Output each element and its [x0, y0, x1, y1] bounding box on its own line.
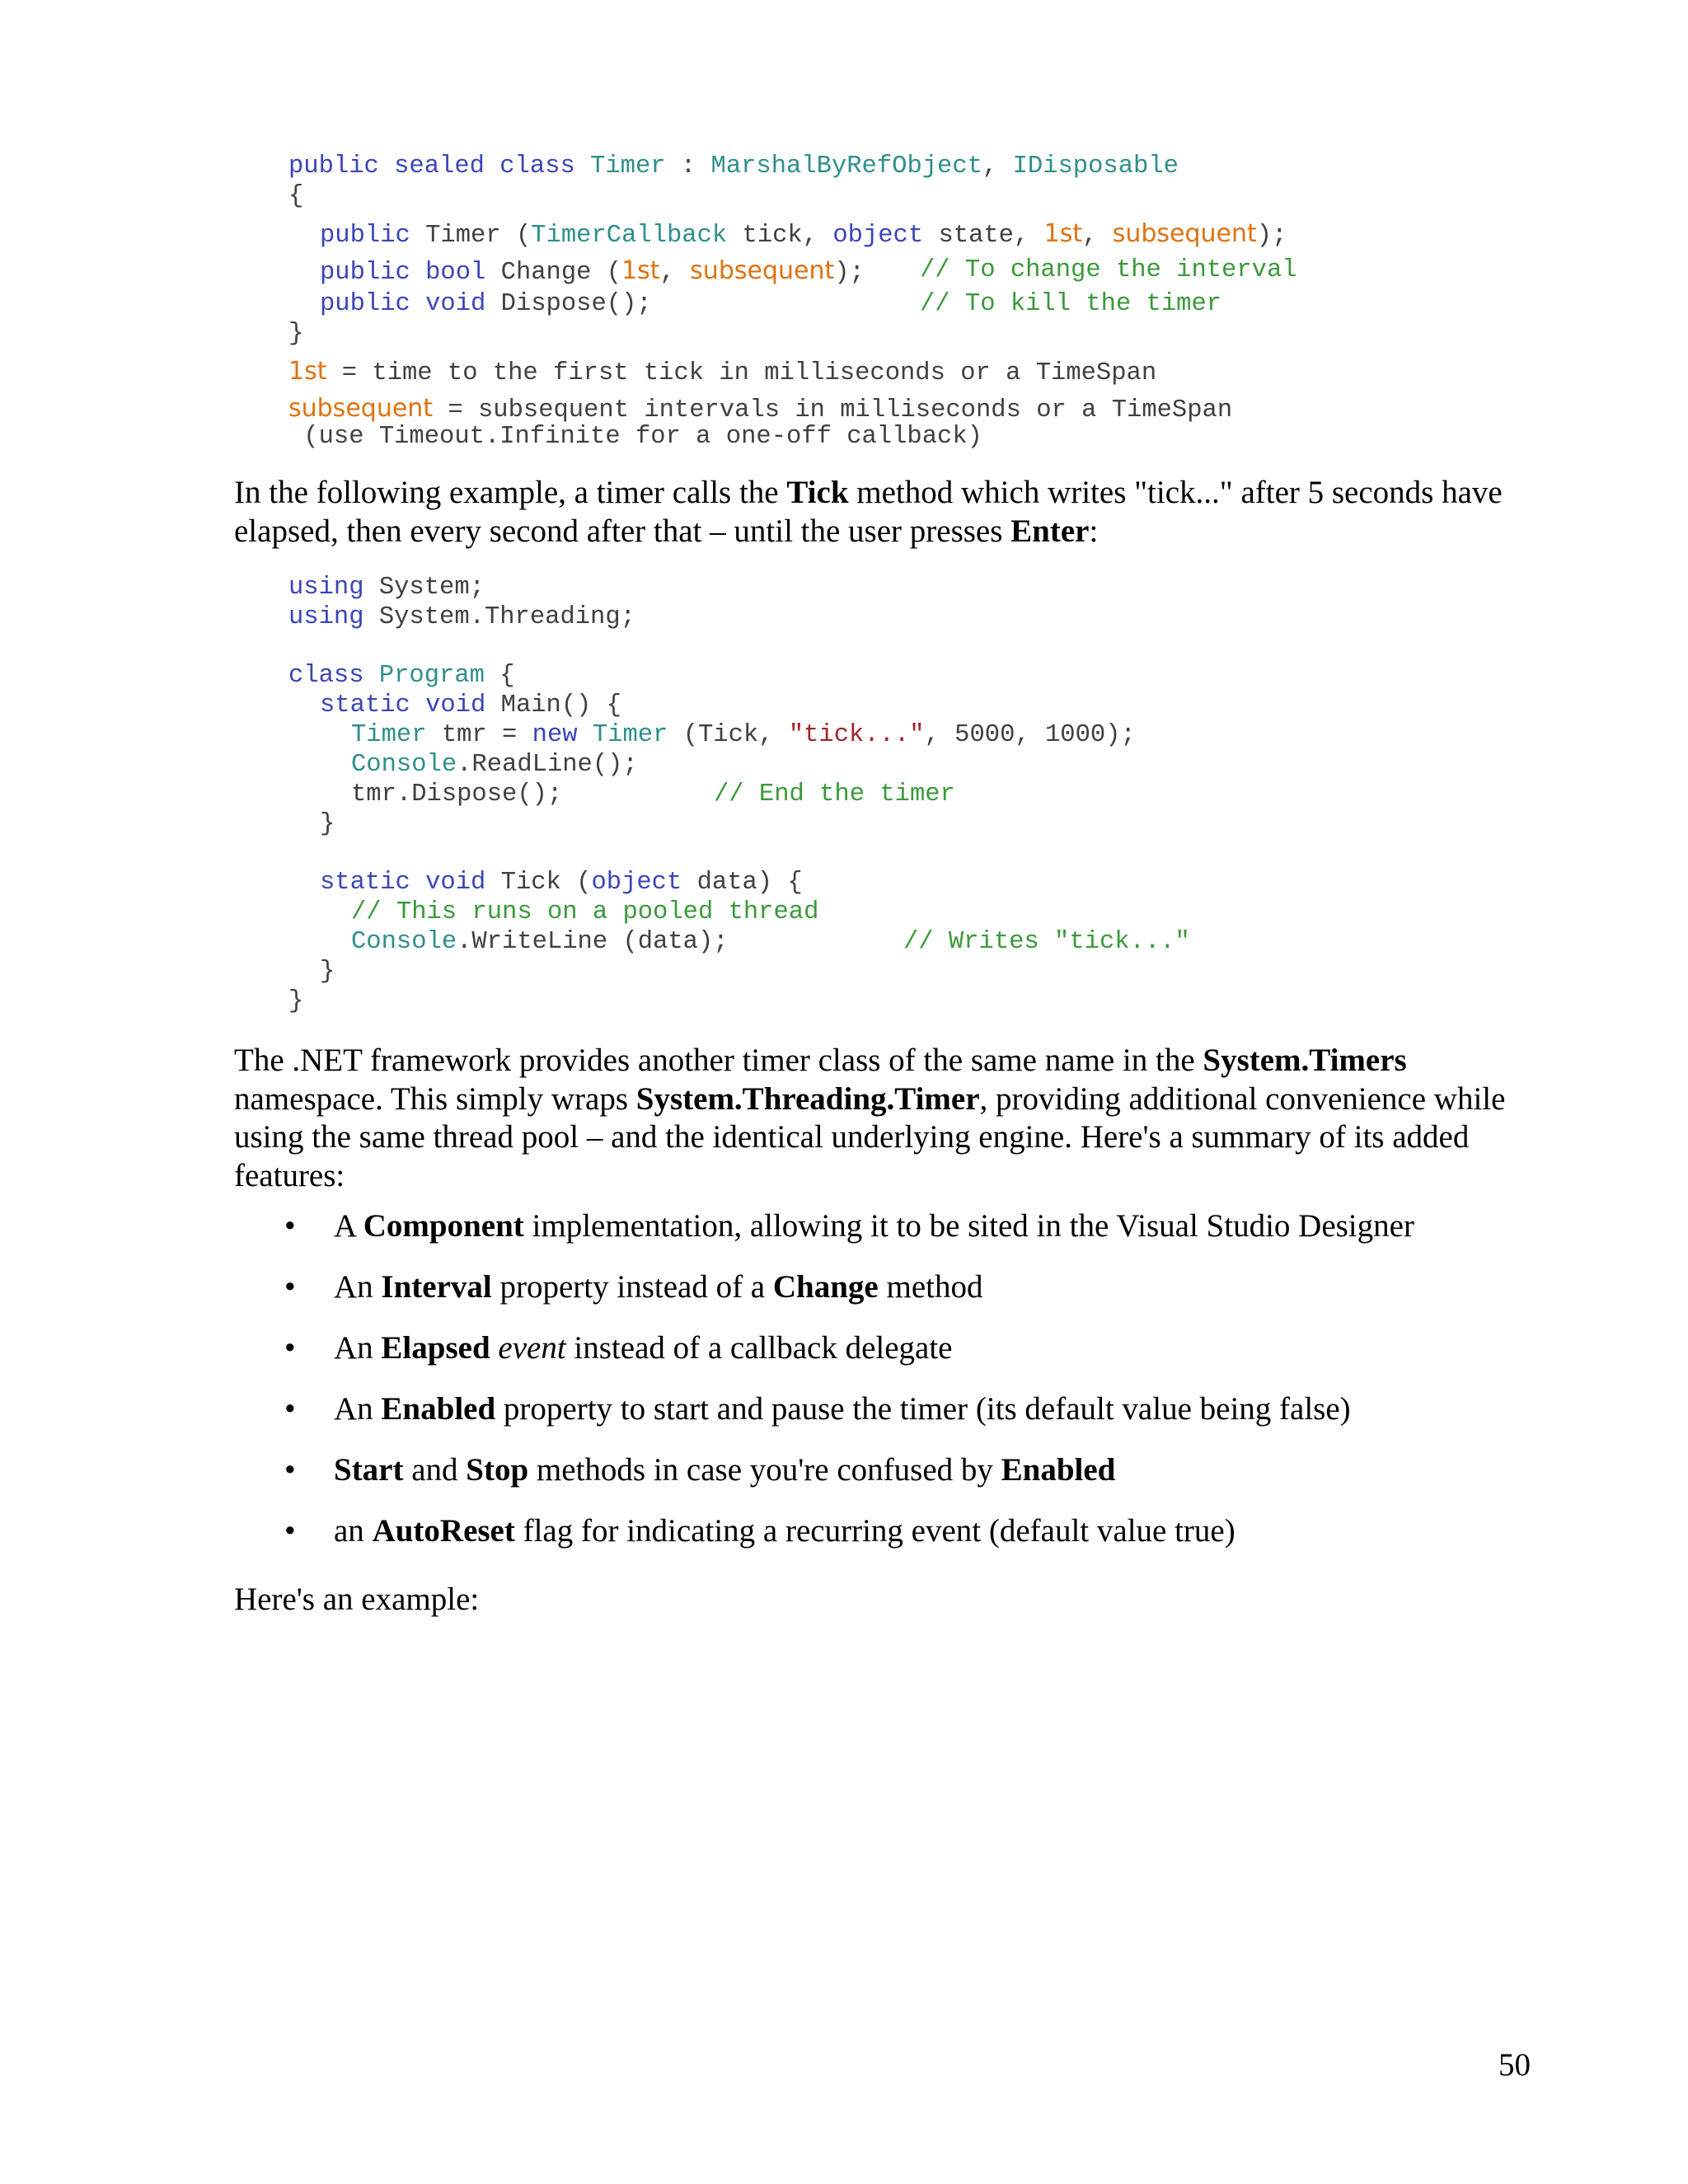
paragraph-intro-example: [234, 474, 1520, 551]
code-token: static void: [320, 869, 486, 897]
code-line: [288, 357, 1156, 387]
code-line: }: [288, 320, 304, 348]
code-token: static void: [320, 691, 486, 719]
code-token: );: [834, 259, 865, 287]
code-token: Main() {: [485, 691, 622, 719]
code-token: [364, 662, 379, 690]
text-run-bold: Enter: [1010, 513, 1090, 549]
code-token: Console: [351, 928, 457, 956]
code-line: [351, 928, 729, 956]
code-token: Change (: [485, 259, 622, 287]
code-line: (use Timeout.Infinite for a one-off callback): [288, 423, 982, 451]
code-token: object: [591, 869, 682, 897]
code-token: class: [288, 662, 364, 690]
bullet-icon: •: [284, 1513, 296, 1549]
list-item-text: an AutoReset flag for indicating a recurring event (default value true): [334, 1513, 1236, 1549]
code-line: tmr.Dispose();: [351, 780, 563, 808]
code-token: tick,: [727, 222, 833, 250]
code-line: [288, 394, 1232, 424]
code-token: = subsequent intervals in milliseconds or a TimeSpan: [433, 396, 1233, 424]
code-token: subsequent: [1112, 219, 1257, 248]
code-token: ,: [659, 259, 691, 287]
bullet-icon: •: [284, 1452, 296, 1488]
paragraph-here-example: Here's an example:: [234, 1582, 480, 1617]
code-token: object: [832, 222, 924, 250]
list-item-text: An Enabled property to start and pause the timer (its default value being false): [334, 1391, 1351, 1427]
code-token: System;: [363, 574, 485, 602]
text-run: In the following example, a timer calls the: [234, 475, 787, 510]
code-line: [351, 721, 1136, 749]
code-token: new: [532, 721, 578, 749]
code-line: [288, 603, 635, 631]
code-line: [320, 290, 652, 318]
bullet-icon: •: [284, 1269, 296, 1305]
code-token: data) {: [682, 869, 803, 897]
code-line: [320, 256, 865, 287]
code-token: 1st: [621, 256, 660, 285]
code-token: tmr =: [426, 721, 532, 749]
text-run: , providing additional convenience while using the same thread pool – and the identical underlying engine. Here's a summary of its added features:: [234, 1080, 1506, 1193]
list-item-text: An Elapsed event instead of a callback delegate: [334, 1330, 953, 1366]
code-token: IDisposable: [1012, 152, 1179, 180]
bullet-icon: •: [284, 1391, 296, 1427]
code-token: subsequent: [288, 394, 434, 423]
code-token: public bool: [320, 259, 486, 287]
code-token: System.Threading;: [363, 603, 635, 631]
code-token: 1st: [288, 357, 327, 386]
code-line: [288, 574, 485, 602]
code-token: public sealed class: [288, 152, 575, 180]
code-line: [320, 691, 621, 719]
code-token: = time to the first tick in milliseconds or a TimeSpan: [326, 359, 1157, 387]
code-token: ,: [982, 152, 1013, 180]
code-line: [320, 869, 803, 897]
code-line: }: [320, 958, 335, 986]
code-token: .ReadLine();: [457, 751, 638, 779]
code-token: Timer: [590, 152, 666, 180]
list-item-text: Start and Stop methods in case you're confused by Enabled: [334, 1452, 1116, 1488]
code-line: [288, 152, 1179, 180]
code-token: "tick...": [788, 721, 925, 749]
code-token: (Tick,: [668, 721, 789, 749]
code-token: subsequent: [690, 256, 835, 285]
code-token: Timer: [351, 721, 427, 749]
code-token: 1st: [1043, 219, 1083, 248]
text-run: The .NET framework provides another timer class of the same name in the: [234, 1043, 1203, 1078]
code-token: TimerCallback: [531, 222, 728, 250]
code-token: public: [320, 222, 410, 250]
code-token: ,: [1082, 222, 1113, 250]
code-token: using: [288, 603, 364, 631]
page-number: 50: [1498, 2047, 1531, 2083]
code-token: Dispose();: [485, 290, 652, 318]
bullet-icon: •: [284, 1330, 296, 1366]
text-run-bold: System.Threading.Timer: [635, 1080, 980, 1117]
list-item-text: An Interval property instead of a Change method: [334, 1269, 983, 1305]
code-token: using: [288, 574, 364, 602]
code-token: Tick (: [485, 869, 592, 897]
code-token: Timer (: [410, 222, 532, 250]
code-comment: // Writes "tick...": [903, 928, 1190, 956]
text-run-bold: Tick: [786, 475, 849, 510]
code-block-example: [288, 574, 1190, 1050]
code-line: [351, 751, 638, 779]
code-line: [320, 219, 1287, 250]
code-line: }: [320, 810, 335, 838]
code-token: MarshalByRefObject: [710, 152, 982, 180]
code-line: }: [288, 987, 304, 1015]
code-comment: // To kill the timer: [920, 290, 1222, 318]
bullet-icon: •: [284, 1208, 296, 1244]
code-token: state,: [923, 222, 1044, 250]
code-token: public void: [320, 290, 486, 318]
code-token: {: [484, 662, 515, 690]
text-run: :: [1089, 513, 1099, 549]
code-token: :: [665, 152, 711, 180]
code-token: );: [1256, 222, 1287, 250]
code-token: [578, 721, 593, 749]
code-comment: // To change the interval: [920, 256, 1297, 284]
code-comment: // This runs on a pooled thread: [351, 898, 819, 926]
code-line: [288, 662, 515, 690]
code-line: {: [288, 182, 304, 210]
list-item-text: A Component implementation, allowing it to be sited in the Visual Studio Designer: [334, 1208, 1414, 1244]
text-run: namespace. This simply wraps: [234, 1080, 636, 1117]
code-comment: // End the timer: [714, 780, 955, 808]
paragraph-system-timers: [234, 1042, 1520, 1195]
code-token: , 5000, 1000);: [924, 721, 1136, 749]
code-token: .WriteLine (data);: [457, 928, 729, 956]
code-token: Console: [351, 751, 457, 779]
code-token: Program: [378, 662, 485, 690]
code-token: Timer: [592, 721, 668, 749]
text-run-bold: System.Timers: [1203, 1043, 1407, 1078]
text-run: method which writes "tick..." after 5 seconds have elapsed, then every second after that – until the user presses: [234, 475, 1503, 549]
